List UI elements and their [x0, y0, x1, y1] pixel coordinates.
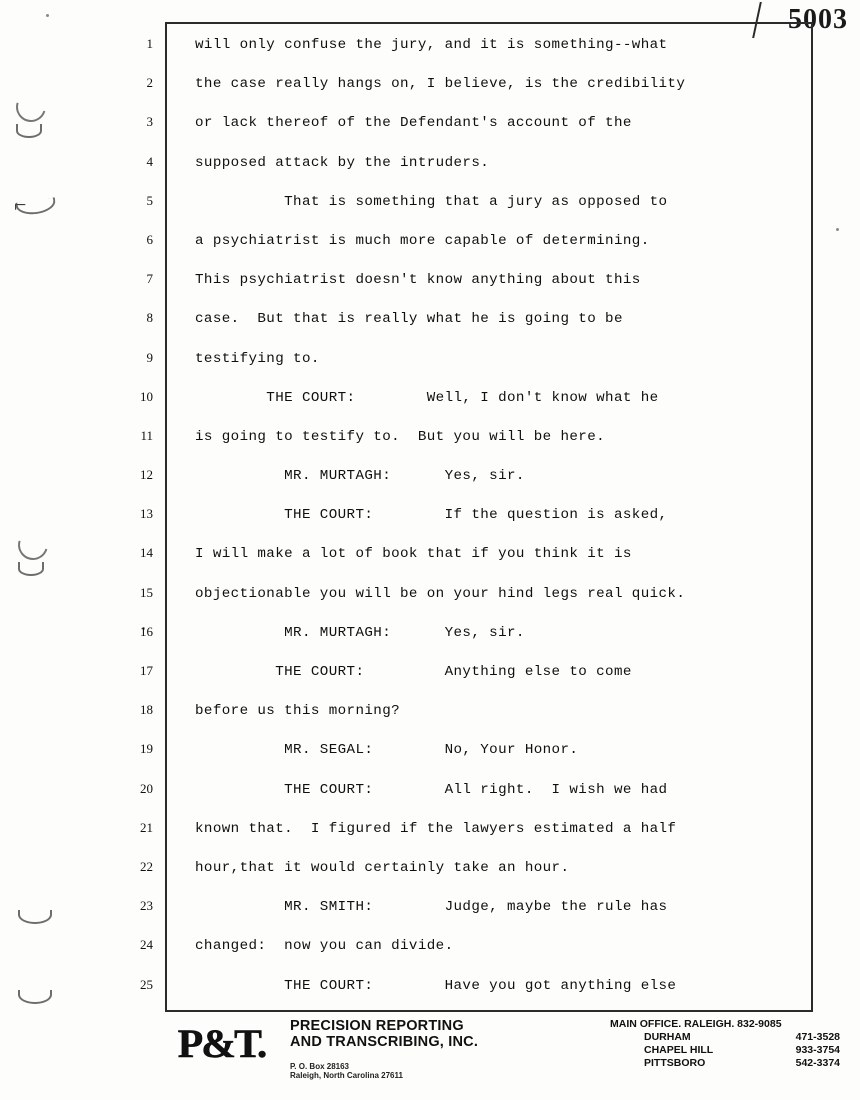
- line-number: 12: [140, 467, 153, 483]
- contact-number: 933-3754: [795, 1044, 840, 1056]
- transcript-line: is going to testify to. But you will be here.: [195, 428, 606, 445]
- transcript-line: This psychiatrist doesn't know anything about this: [195, 272, 641, 289]
- line-number: 13: [140, 506, 153, 522]
- transcript-line: known that. I figured if the lawyers estimated a half: [195, 820, 677, 837]
- margin-punch-mark: [11, 87, 52, 128]
- line-number: 18: [140, 702, 153, 718]
- line-number: 9: [146, 349, 153, 365]
- transcript-line: THE COURT: All right. I wish we had: [195, 781, 668, 798]
- transcript-line: MR. SEGAL: No, Your Honor.: [195, 742, 579, 759]
- company-name-line1: PRECISION REPORTING: [290, 1018, 464, 1034]
- company-logo: [177, 1020, 276, 1072]
- line-number: 10: [140, 388, 153, 404]
- line-number: 21: [140, 819, 153, 835]
- line-number: 17: [140, 663, 153, 678]
- transcript-line: THE COURT: Have you got anything else: [195, 977, 677, 994]
- margin-speck: [836, 228, 839, 231]
- company-logo-text: P&T.: [177, 1021, 266, 1066]
- company-contacts: [610, 1018, 840, 1070]
- line-number: 24: [140, 937, 153, 953]
- transcript-line: will only confuse the jury, and it is something--what: [195, 37, 668, 53]
- line-number: 25: [140, 976, 153, 992]
- contact-row: [610, 1044, 840, 1057]
- transcript-line: or lack thereof of the Defendant's account of the: [195, 115, 632, 132]
- line-number: 3: [146, 114, 153, 130]
- transcript-line: case. But that is really what he is going to be: [195, 311, 623, 328]
- transcript-line: supposed attack by the intruders.: [195, 154, 490, 171]
- contact-number: 471-3528: [795, 1031, 840, 1043]
- contact-row: [610, 1057, 840, 1070]
- transcript-line: testifying to.: [195, 350, 320, 367]
- margin-curve-mark: [18, 562, 44, 576]
- contact-city: DURHAM: [644, 1031, 691, 1043]
- transcript-line: THE COURT: Well, I don't know what he: [195, 389, 659, 406]
- line-number: 15: [140, 584, 153, 600]
- margin-curve-mark: [16, 124, 42, 138]
- line-number: 22: [140, 858, 153, 874]
- line-number: 6: [146, 231, 153, 247]
- line-number: 7: [146, 271, 153, 287]
- company-name-line2: AND TRANSCRIBING, INC.: [290, 1034, 479, 1050]
- margin-check-mark: ⌐: [14, 192, 27, 217]
- page-number: 5003: [788, 4, 848, 35]
- transcript-line: THE COURT: If the question is asked,: [195, 507, 668, 524]
- transcript-line: MR. MURTAGH: Yes, sir.: [195, 468, 525, 485]
- transcript-line: before us this morning?: [195, 703, 401, 720]
- contact-city: CHAPEL HILL: [644, 1044, 714, 1056]
- company-name: [290, 1018, 478, 1050]
- margin-curve-mark: [18, 990, 52, 1004]
- line-number-column: [125, 36, 153, 1016]
- transcript-line: THE COURT: Anything else to come: [195, 664, 632, 680]
- line-number: 8: [146, 310, 153, 326]
- transcript-body: [195, 34, 795, 1014]
- line-number: 23: [140, 898, 153, 914]
- margin-speck: [46, 14, 49, 17]
- transcript-line: hour,that it would certainly take an hour.: [195, 859, 570, 876]
- line-number: 14: [140, 545, 153, 561]
- company-address: [290, 1062, 403, 1080]
- transcript-line: a psychiatrist is much more capable of determining.: [195, 232, 650, 249]
- line-number: 2: [146, 75, 153, 91]
- contact-row: [610, 1031, 840, 1044]
- transcript-line: the case really hangs on, I believe, is the credibility: [195, 76, 686, 93]
- line-number: 11: [140, 427, 153, 443]
- main-office-phone: MAIN OFFICE. RALEIGH. 832-9085: [610, 1018, 782, 1030]
- transcript-line: objectionable you will be on your hind legs real quick.: [195, 585, 686, 602]
- company-address-line2: Raleigh, North Carolina 27611: [290, 1071, 403, 1080]
- line-number: 4: [146, 153, 153, 169]
- contact-number: 542-3374: [795, 1057, 840, 1069]
- company-address-line1: P. O. Box 28163: [290, 1062, 349, 1071]
- margin-curve-mark: [18, 910, 52, 924]
- transcript-line: MR. MURTAGH: Yes, sir.: [195, 624, 525, 641]
- transcript-line: changed: now you can divide.: [195, 938, 454, 955]
- margin-punch-mark: [13, 525, 54, 566]
- line-number: 5: [146, 192, 153, 208]
- transcript-line: I will make a lot of book that if you think it is: [195, 546, 632, 563]
- line-number: 19: [140, 741, 153, 757]
- transcript-line: That is something that a jury as opposed to: [195, 193, 668, 210]
- line-number: 1: [146, 36, 153, 51]
- footer: [177, 1018, 840, 1096]
- line-number: 20: [140, 780, 153, 796]
- transcript-line: MR. SMITH: Judge, maybe the rule has: [195, 899, 668, 916]
- line-number: 16: [140, 623, 153, 639]
- contact-city: PITTSBORO: [644, 1057, 706, 1069]
